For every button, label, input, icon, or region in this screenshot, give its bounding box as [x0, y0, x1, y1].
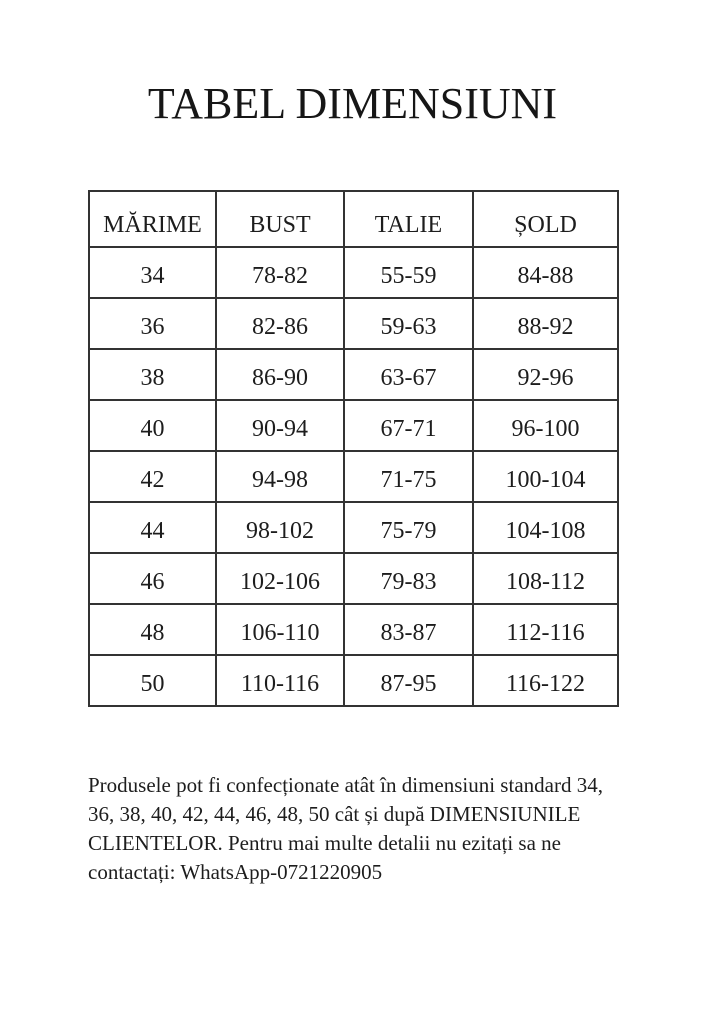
- table-row: [89, 298, 618, 349]
- cell-talie: 71-75: [344, 451, 473, 502]
- table-header-talie: TALIE: [344, 191, 473, 247]
- cell-size: 50: [89, 655, 216, 706]
- note-line: contactați: WhatsApp-0721220905: [88, 860, 383, 884]
- cell-sold: 92-96: [473, 349, 618, 400]
- table-row: [89, 349, 618, 400]
- note-line: Produsele pot fi confecționate atât în dimensiuni standard 34,: [88, 773, 603, 797]
- cell-bust: 106-110: [216, 604, 344, 655]
- cell-bust: 78-82: [216, 247, 344, 298]
- cell-talie: 67-71: [344, 400, 473, 451]
- cell-talie: 55-59: [344, 247, 473, 298]
- table-header-marime: MĂRIME: [89, 191, 216, 247]
- note-line: CLIENTELOR. Pentru mai multe detalii nu ezitați sa ne: [88, 831, 561, 855]
- size-table: [88, 190, 619, 707]
- table-row: [89, 400, 618, 451]
- table-row: [89, 553, 618, 604]
- table-header-row: [89, 191, 618, 247]
- table-row: [89, 655, 618, 706]
- cell-bust: 94-98: [216, 451, 344, 502]
- cell-sold: 84-88: [473, 247, 618, 298]
- cell-size: 44: [89, 502, 216, 553]
- cell-size: 42: [89, 451, 216, 502]
- cell-talie: 87-95: [344, 655, 473, 706]
- cell-talie: 63-67: [344, 349, 473, 400]
- table-header-bust: BUST: [216, 191, 344, 247]
- cell-sold: 88-92: [473, 298, 618, 349]
- cell-size: 38: [89, 349, 216, 400]
- cell-bust: 90-94: [216, 400, 344, 451]
- footer-note: [88, 771, 648, 887]
- cell-size: 40: [89, 400, 216, 451]
- cell-sold: 100-104: [473, 451, 618, 502]
- page-title: TABEL DIMENSIUNI: [147, 79, 558, 128]
- cell-sold: 104-108: [473, 502, 618, 553]
- cell-size: 34: [89, 247, 216, 298]
- table-row: [89, 502, 618, 553]
- cell-sold: 116-122: [473, 655, 618, 706]
- cell-bust: 110-116: [216, 655, 344, 706]
- cell-sold: 108-112: [473, 553, 618, 604]
- cell-sold: 96-100: [473, 400, 618, 451]
- cell-bust: 102-106: [216, 553, 344, 604]
- cell-talie: 83-87: [344, 604, 473, 655]
- cell-bust: 98-102: [216, 502, 344, 553]
- note-line: 36, 38, 40, 42, 44, 46, 48, 50 cât și după DIMENSIUNILE: [88, 802, 581, 826]
- table-row: [89, 451, 618, 502]
- cell-sold: 112-116: [473, 604, 618, 655]
- cell-bust: 86-90: [216, 349, 344, 400]
- cell-size: 46: [89, 553, 216, 604]
- cell-size: 36: [89, 298, 216, 349]
- table-row: [89, 247, 618, 298]
- cell-talie: 59-63: [344, 298, 473, 349]
- cell-talie: 79-83: [344, 553, 473, 604]
- cell-bust: 82-86: [216, 298, 344, 349]
- cell-talie: 75-79: [344, 502, 473, 553]
- table-header-sold: ȘOLD: [473, 191, 618, 247]
- cell-size: 48: [89, 604, 216, 655]
- table-row: [89, 604, 618, 655]
